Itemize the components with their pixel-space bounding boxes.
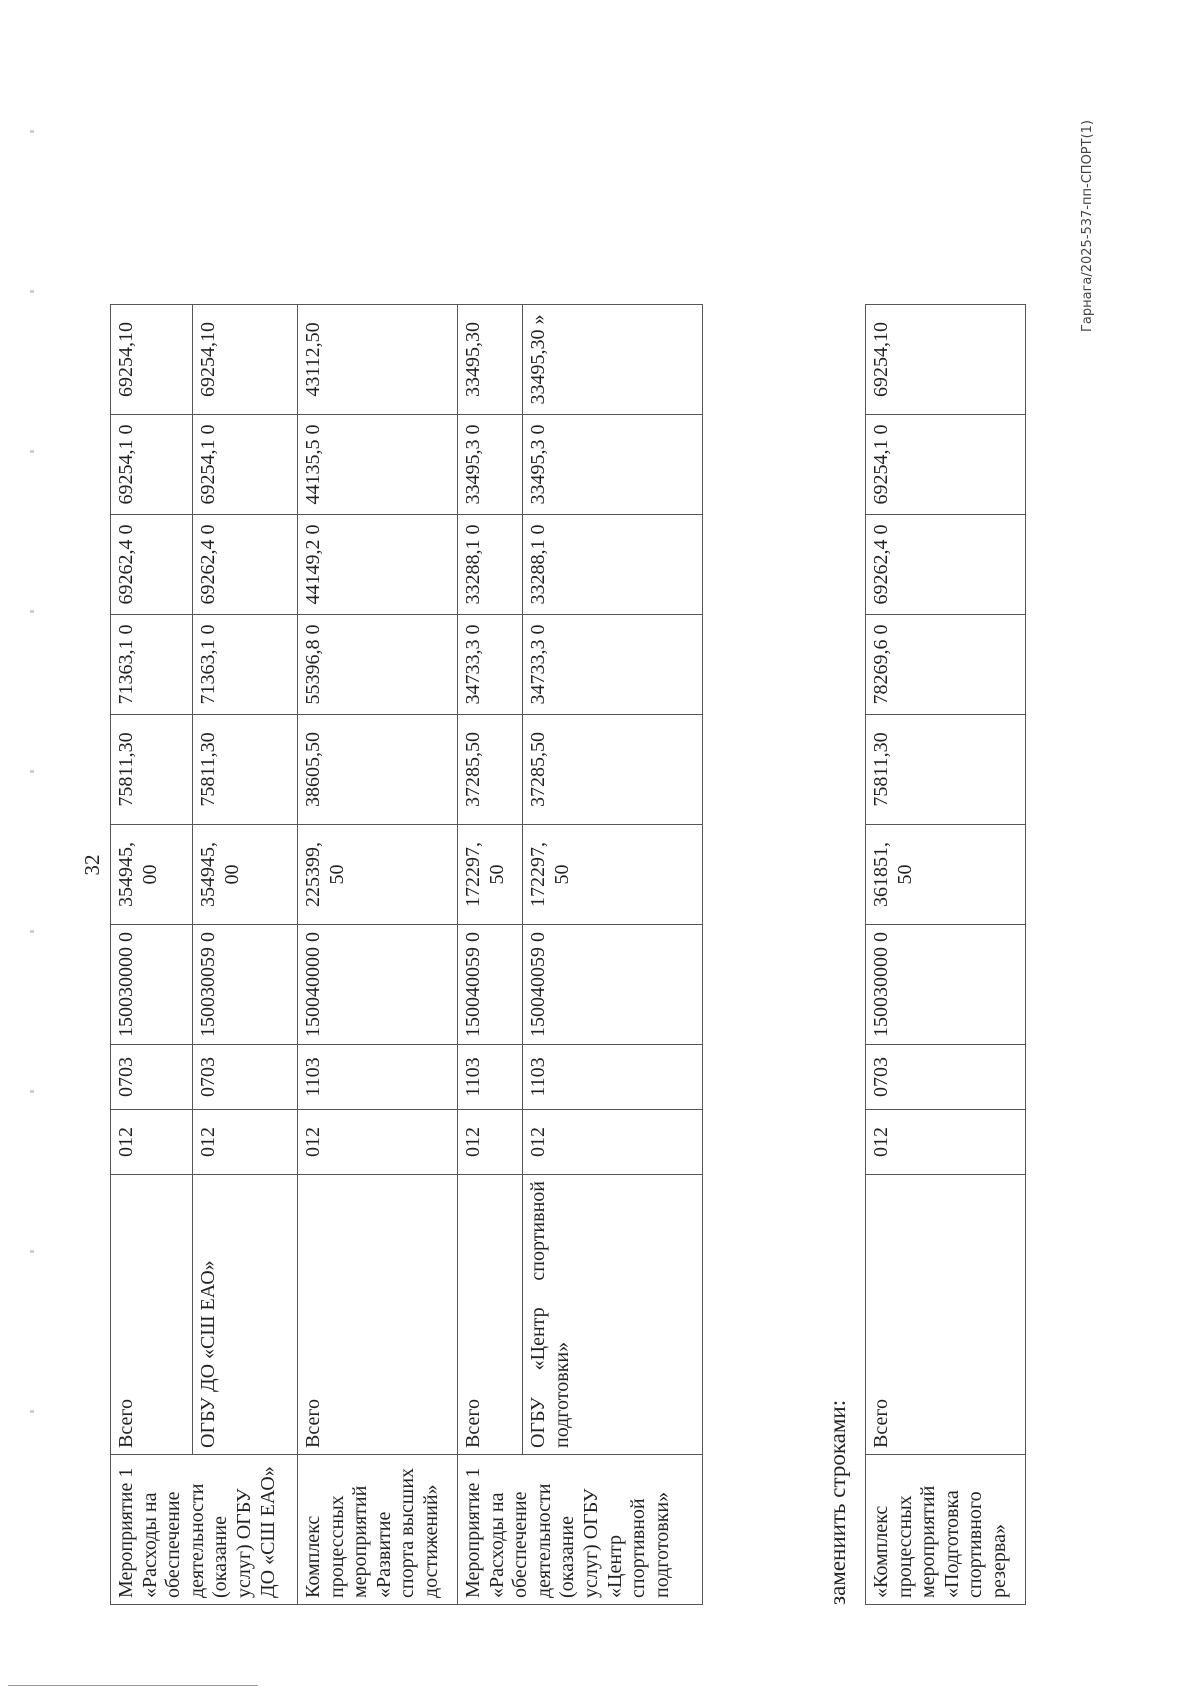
cell-csr: 150030000 0: [866, 925, 1026, 1045]
cell-year1: 37285,50: [458, 715, 523, 825]
cell-year3: 44149,2 0: [298, 515, 458, 615]
budget-table-main: [110, 304, 703, 1605]
row-label: ОГБУ ДО «СШ ЕАО»: [193, 1175, 298, 1455]
cell-year1: 38605,50: [298, 715, 458, 825]
cell-total: 225399, 50: [298, 825, 458, 925]
cell-csr: 150030000 0: [111, 925, 193, 1045]
replace-note: замениить строками:: [825, 1399, 850, 1605]
page-number: 32: [80, 854, 104, 876]
cell-year1: 75811,30: [193, 715, 298, 825]
cell-total: 354945, 00: [193, 825, 298, 925]
cell-year1: 75811,30: [866, 715, 1026, 825]
cell-grbs: 012: [866, 1110, 1026, 1175]
document-id: Гарнага/2025-537-пп-СПОРТ(1): [1080, 120, 1095, 333]
table-row: [298, 305, 458, 1605]
table-row: [193, 305, 298, 1605]
cell-csr: 150030059 0: [193, 925, 298, 1045]
cell-rzpr: 0703: [111, 1045, 193, 1110]
cell-year5: 69254,10: [111, 305, 193, 415]
cell-csr: 150040000 0: [298, 925, 458, 1045]
row-label: ОГБУ «Центр спортивной подготовки»: [523, 1175, 703, 1455]
cell-year3: 69262,4 0: [111, 515, 193, 615]
row-label: Всего: [458, 1175, 523, 1455]
row-label: Всего: [866, 1175, 1026, 1455]
row-name: Мероприятие 1 «Расходы на обеспечение деятельности (оказание услуг) ОГБУ ДО «СШ ЕАО»: [111, 1455, 298, 1605]
cell-csr: 150040059 0: [523, 925, 703, 1045]
cell-rzpr: 1103: [458, 1045, 523, 1110]
table-row: [523, 305, 703, 1605]
cell-year3: 33288,1 0: [523, 515, 703, 615]
cell-year3: 33288,1 0: [458, 515, 523, 615]
cell-year2: 71363,1 0: [111, 615, 193, 715]
cell-year2: 78269,6 0: [866, 615, 1026, 715]
cell-year5: 69254,10: [193, 305, 298, 415]
cell-total: 172297, 50: [458, 825, 523, 925]
cell-year5: 33495,30: [458, 305, 523, 415]
cell-grbs: 012: [111, 1110, 193, 1175]
cell-total: 361851, 50: [866, 825, 1026, 925]
cell-total: 172297, 50: [523, 825, 703, 925]
cell-year2: 34733,3 0: [458, 615, 523, 715]
cell-year5: 69254,10: [866, 305, 1026, 415]
cell-year2: 55396,8 0: [298, 615, 458, 715]
table-row: [866, 305, 1026, 1605]
cell-csr: 150040059 0: [458, 925, 523, 1045]
cell-year1: 37285,50: [523, 715, 703, 825]
bottom-rule: [8, 1685, 258, 1686]
rotated-content: [80, 105, 1010, 1605]
cell-grbs: 012: [193, 1110, 298, 1175]
scan-artifacts: [30, 70, 34, 1570]
table-row: [111, 305, 193, 1605]
cell-year4: 44135,5 0: [298, 415, 458, 515]
budget-table-replacement: [865, 304, 1026, 1605]
table-row: [458, 305, 523, 1605]
cell-year3: 69262,4 0: [193, 515, 298, 615]
cell-rzpr: 0703: [193, 1045, 298, 1110]
cell-year2: 34733,3 0: [523, 615, 703, 715]
row-label: Всего: [298, 1175, 458, 1455]
cell-grbs: 012: [523, 1110, 703, 1175]
cell-grbs: 012: [298, 1110, 458, 1175]
cell-total: 354945, 00: [111, 825, 193, 925]
cell-year4: 69254,1 0: [866, 415, 1026, 515]
cell-year4: 33495,3 0: [458, 415, 523, 515]
cell-year4: 69254,1 0: [111, 415, 193, 515]
row-name: Мероприятие 1 «Расходы на обеспечение деятельности (оказание услуг) ОГБУ «Центр спортивной подготовки»: [458, 1455, 703, 1605]
cell-year4: 69254,1 0: [193, 415, 298, 515]
row-name: «Комплекс процессных мероприятий «Подготовка спортивного резерва»: [866, 1455, 1026, 1605]
cell-year5: 33495,30 »: [523, 305, 703, 415]
cell-year5: 43112,50: [298, 305, 458, 415]
row-label: Всего: [111, 1175, 193, 1455]
cell-year4: 33495,3 0: [523, 415, 703, 515]
cell-rzpr: 1103: [298, 1045, 458, 1110]
cell-rzpr: 0703: [866, 1045, 1026, 1110]
cell-rzpr: 1103: [523, 1045, 703, 1110]
cell-year3: 69262,4 0: [866, 515, 1026, 615]
cell-year1: 75811,30: [111, 715, 193, 825]
row-name: Комплекс процессных мероприятий «Развитие спорта высших достижений»: [298, 1455, 458, 1605]
cell-year2: 71363,1 0: [193, 615, 298, 715]
cell-grbs: 012: [458, 1110, 523, 1175]
